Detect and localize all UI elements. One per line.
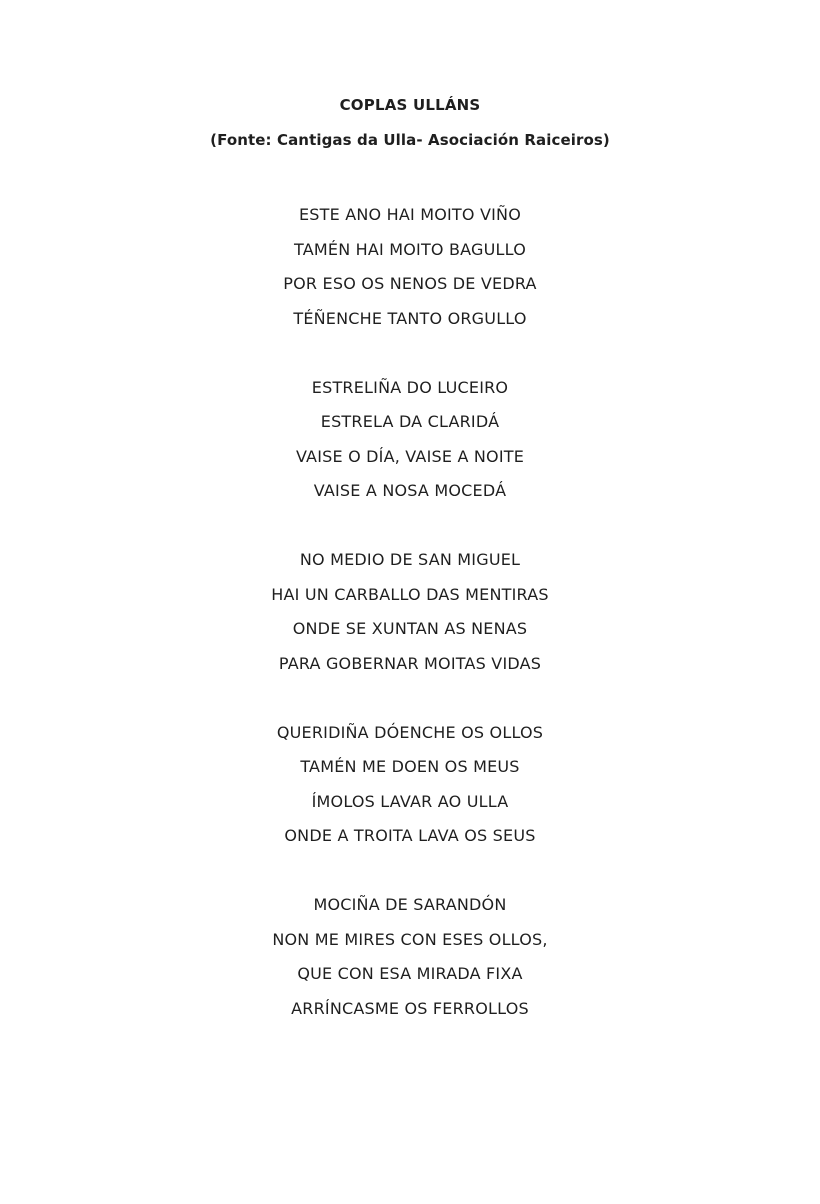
verse-line: TAMÉN ME DOEN OS MEUS [300, 757, 520, 776]
verse-line: ESTRELIÑA DO LUCEIRO [311, 377, 509, 397]
verse-line: ARRÍNCASME OS FERROLLOS [291, 998, 529, 1018]
stanza [0, 888, 820, 1026]
verse-line: TÉÑENCHE TANTO ORGULLO [293, 308, 527, 328]
poem [0, 198, 820, 1061]
stanza [0, 716, 820, 854]
verse-line: ONDE SE XUNTAN AS NENAS [292, 619, 528, 638]
stanza [0, 198, 820, 336]
verse-line: VAISE O DÍA, VAISE A NOITE [295, 446, 525, 466]
document-source: (Fonte: Cantigas da Ulla- Asociación Raiceiros) [210, 131, 610, 149]
verse-line: NO MEDIO DE SAN MIGUEL [299, 550, 521, 569]
verse-line: QUE CON ESA MIRADA FIXA [297, 964, 523, 983]
verse-line: POR ESO OS NENOS DE VEDRA [283, 274, 537, 293]
verse-line: ONDE A TROITA LAVA OS SEUS [284, 826, 536, 845]
verse-line: MOCIÑA DE SARANDÓN [313, 895, 507, 914]
verse-line: NON ME MIRES CON ESES OLLOS, [272, 929, 548, 949]
stanza [0, 543, 820, 681]
document-title: COPLAS ULLÁNS [339, 96, 481, 114]
verse-line: VAISE A NOSA MOCEDÁ [313, 481, 507, 500]
verse-line: ESTE ANO HAI MOITO VIÑO [298, 205, 521, 224]
verse-line: PARA GOBERNAR MOITAS VIDAS [278, 653, 542, 673]
verse-line: ESTRELA DA CLARIDÁ [320, 412, 500, 431]
verse-line: ÍMOLOS LAVAR AO ULLA [311, 791, 509, 811]
stanza [0, 371, 820, 509]
verse-line: QUERIDIÑA DÓENCHE OS OLLOS [276, 722, 544, 742]
verse-line: TAMÉN HAI MOITO BAGULLO [294, 239, 526, 259]
verse-line: HAI UN CARBALLO DAS MENTIRAS [271, 584, 549, 604]
